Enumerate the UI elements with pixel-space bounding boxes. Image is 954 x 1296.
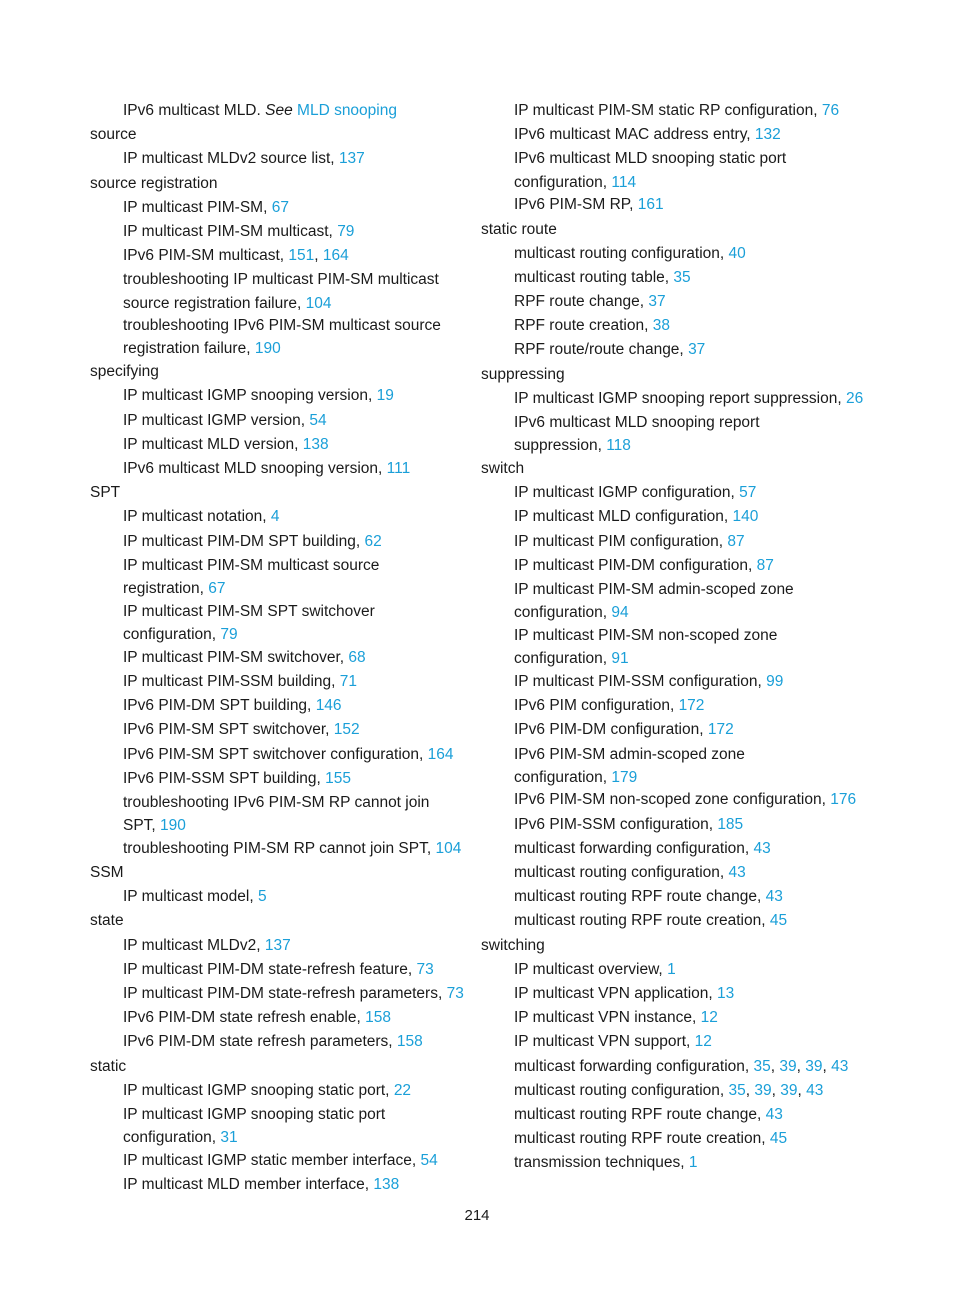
entry-text: transmission techniques, xyxy=(514,1154,685,1172)
index-entry xyxy=(90,600,510,624)
entry-text: IP multicast PIM-SM switchover, xyxy=(123,648,345,666)
index-entry xyxy=(90,433,510,457)
index-entry-continuation xyxy=(481,435,921,457)
page-link[interactable]: 1 xyxy=(688,1154,698,1172)
entry-text: multicast routing table, xyxy=(514,268,670,286)
entry-text: configuration, xyxy=(123,625,217,643)
index-entry xyxy=(481,1030,921,1054)
index-entry xyxy=(481,123,921,147)
index-entry xyxy=(481,624,921,648)
entry-text: static route xyxy=(481,220,557,238)
page-link[interactable]: 22 xyxy=(393,1081,412,1099)
entry-text: troubleshooting IPv6 PIM-SM RP cannot join xyxy=(123,793,430,811)
index-entry: multicast forwarding configuration, 35, 39, 39, 43 xyxy=(514,1057,849,1075)
entry-text: suppressing xyxy=(481,365,565,383)
page-link[interactable]: 12 xyxy=(700,1009,718,1027)
entry-text: IP multicast PIM-DM configuration, xyxy=(514,556,753,574)
entry-text: IP multicast PIM-DM state-refresh feature, xyxy=(123,960,413,978)
page-link[interactable]: 43 xyxy=(728,864,746,882)
entry-text: IPv6 multicast MAC address entry, xyxy=(514,126,751,144)
index-heading xyxy=(90,123,510,147)
page-link[interactable]: 114 xyxy=(611,173,637,191)
entry-text: IPv6 PIM-SM non-scoped zone configuration, xyxy=(514,791,826,809)
page-link[interactable]: 43 xyxy=(765,1105,783,1123)
entry-text: IPv6 multicast MLD snooping static port xyxy=(514,150,787,168)
entry-text: IP multicast VPN application, xyxy=(514,984,713,1002)
index-entry xyxy=(90,99,510,123)
entry-text: switch xyxy=(481,460,525,478)
index-entry xyxy=(481,481,921,505)
index-entry xyxy=(481,242,921,266)
entry-text: IP multicast MLDv2 source list, xyxy=(123,150,335,168)
index-entry xyxy=(90,718,510,742)
index-entry xyxy=(90,409,510,433)
index-entry xyxy=(90,958,510,982)
entry-text: IP multicast PIM-SM, xyxy=(123,198,268,216)
index-entry xyxy=(90,314,510,338)
page-link[interactable]: 37 xyxy=(688,341,706,359)
page-link[interactable]: 118 xyxy=(606,437,631,455)
entry-text: IP multicast PIM configuration, xyxy=(514,532,724,550)
index-entry-continuation xyxy=(90,578,510,600)
index-entry xyxy=(481,193,921,217)
entry-text: IP multicast PIM-SSM building, xyxy=(123,672,336,690)
index-entry xyxy=(90,268,510,292)
page-link[interactable]: 62 xyxy=(364,532,382,550)
index-entry xyxy=(90,1173,510,1197)
entry-text: RPF route change, xyxy=(514,293,645,311)
page-link[interactable]: 164 xyxy=(322,247,349,265)
page-link[interactable]: 179 xyxy=(611,768,638,786)
index-entry xyxy=(90,670,510,694)
page-link[interactable]: 79 xyxy=(220,625,238,643)
entry-text: IP multicast PIM-DM SPT building, xyxy=(123,532,361,550)
page-link[interactable]: 104 xyxy=(305,294,332,312)
entry-text: multicast routing RPF route creation, xyxy=(514,1130,766,1148)
page-link[interactable]: 161 xyxy=(637,196,664,214)
page-link[interactable]: 104 xyxy=(435,839,462,857)
page-link[interactable]: 54 xyxy=(420,1151,438,1169)
entry-text: configuration, xyxy=(514,173,608,191)
index-entry xyxy=(481,578,921,602)
index-entry-continuation xyxy=(90,624,510,646)
entry-text: IP multicast IGMP snooping report suppression, xyxy=(514,389,842,407)
page-link[interactable]: 45 xyxy=(769,1130,788,1148)
page-link[interactable]: 39 xyxy=(754,1081,772,1099)
entry-text: switching xyxy=(481,936,545,954)
entry-text: IPv6 PIM-SSM SPT building, xyxy=(123,769,321,787)
page-link[interactable]: 67 xyxy=(271,198,289,216)
entry-text: static xyxy=(90,1057,127,1075)
index-entry xyxy=(481,314,921,338)
index-entry xyxy=(481,958,921,982)
entry-text: configuration, xyxy=(514,604,608,622)
entry-text: IP multicast notation, xyxy=(123,508,267,526)
entry-text: multicast routing RPF route creation, xyxy=(514,912,766,930)
page-link[interactable]: 39 xyxy=(780,1081,798,1099)
page-link[interactable]: 38 xyxy=(652,317,670,335)
index-entry-continuation xyxy=(481,602,921,624)
entry-text: IPv6 PIM-SM RP, xyxy=(514,196,634,214)
page-link[interactable]: 43 xyxy=(765,888,783,906)
index-entry-continuation xyxy=(481,767,921,789)
entry-text: multicast routing RPF route change, xyxy=(514,888,762,906)
index-entry xyxy=(90,885,510,909)
index-entry xyxy=(481,505,921,529)
entry-text: source registration failure, xyxy=(123,294,302,312)
index-heading xyxy=(90,360,510,384)
index-entry xyxy=(90,646,510,670)
page-link[interactable]: 172 xyxy=(678,697,705,715)
entry-text: multicast routing configuration, xyxy=(514,864,725,882)
entry-text: configuration, xyxy=(514,768,608,786)
entry-text: IP multicast IGMP version, xyxy=(123,411,306,429)
page-link[interactable]: 152 xyxy=(333,721,360,739)
page-link[interactable]: 39 xyxy=(779,1057,797,1075)
index-entry xyxy=(481,718,921,742)
page-link[interactable]: 13 xyxy=(717,984,735,1002)
page-link[interactable]: 94 xyxy=(611,604,629,622)
index-entry: multicast routing configuration, 35, 39, 39, 43 xyxy=(514,1081,824,1099)
index-entry xyxy=(481,147,921,171)
index-entry xyxy=(481,743,921,767)
index-entry xyxy=(481,694,921,718)
index-entry xyxy=(481,99,921,123)
index-entry xyxy=(90,767,510,791)
page-link[interactable]: 190 xyxy=(160,817,186,835)
page-link[interactable]: 43 xyxy=(753,839,771,857)
page-link[interactable]: 57 xyxy=(739,484,757,502)
index-entry xyxy=(481,982,921,1006)
entry-text: IPv6 multicast MLD. xyxy=(123,102,266,119)
page-link[interactable]: 132 xyxy=(754,126,781,144)
index-entry xyxy=(481,909,921,933)
index-entry xyxy=(481,861,921,885)
index-heading xyxy=(481,218,921,242)
page-link[interactable]: 137 xyxy=(264,936,291,954)
page-link[interactable]: 35 xyxy=(673,268,691,286)
entry-text: IP multicast MLD version, xyxy=(123,435,299,453)
page-link[interactable]: 37 xyxy=(648,293,666,311)
see-reference-label: See xyxy=(265,102,293,119)
index-column-right xyxy=(481,99,921,1175)
entry-text: IP multicast VPN instance, xyxy=(514,1009,697,1027)
entry-text: IP multicast IGMP static member interface, xyxy=(123,1151,417,1169)
entry-text: multicast routing configuration, xyxy=(514,1081,725,1099)
index-heading xyxy=(481,457,921,481)
page-link[interactable]: 71 xyxy=(339,672,358,690)
entry-text: IP multicast PIM-SM static RP configuration, xyxy=(514,102,818,119)
entry-text: IP multicast IGMP snooping version, xyxy=(123,387,373,405)
entry-text: source xyxy=(90,126,137,144)
entry-text: multicast forwarding configuration, xyxy=(514,1057,750,1075)
page-link[interactable]: 39 xyxy=(805,1057,823,1075)
entry-text: configuration, xyxy=(514,650,608,668)
entry-text: IP multicast overview, xyxy=(514,960,663,978)
index-entry xyxy=(481,1127,921,1151)
index-entry xyxy=(481,266,921,290)
entry-text: RPF route creation, xyxy=(514,317,649,335)
page-link[interactable]: 4 xyxy=(270,508,280,526)
index-entry xyxy=(90,837,510,861)
page-link[interactable]: 87 xyxy=(727,532,745,550)
entry-text: IP multicast VPN support, xyxy=(514,1033,691,1051)
page-link[interactable]: 99 xyxy=(766,672,784,690)
entry-text: configuration, xyxy=(123,1129,217,1147)
page-link[interactable]: 5 xyxy=(257,888,267,906)
index-entry xyxy=(90,934,510,958)
page-link[interactable]: 45 xyxy=(769,912,788,930)
index-entry xyxy=(90,1006,510,1030)
page-link[interactable]: 43 xyxy=(806,1081,824,1099)
index-entry xyxy=(90,791,510,815)
page-link[interactable]: 76 xyxy=(821,102,840,119)
index-heading xyxy=(481,363,921,387)
index-entry xyxy=(481,837,921,861)
entry-text: registration failure, xyxy=(123,340,251,358)
index-entry xyxy=(481,338,921,362)
entry-text: IP multicast PIM-SM admin-scoped zone xyxy=(514,580,794,598)
index-entry xyxy=(90,196,510,220)
entry-text: IP multicast PIM-SSM configuration, xyxy=(514,672,762,690)
entry-text: state xyxy=(90,912,124,930)
entry-text: IPv6 PIM-SM SPT switchover configuration, xyxy=(123,745,424,763)
entry-text: IP multicast MLD configuration, xyxy=(514,508,729,526)
page-link[interactable]: 43 xyxy=(831,1057,849,1075)
page-link[interactable]: 111 xyxy=(386,460,411,478)
page-link[interactable]: 35 xyxy=(753,1057,771,1075)
page-link[interactable]: 158 xyxy=(396,1033,423,1051)
index-heading xyxy=(90,1055,510,1079)
entry-text: RPF route/route change, xyxy=(514,341,684,359)
page-link[interactable]: 138 xyxy=(373,1176,400,1194)
index-entry xyxy=(90,1103,510,1127)
page-link[interactable]: 19 xyxy=(376,387,394,405)
page-link[interactable]: 91 xyxy=(611,650,629,668)
page-link[interactable]: 67 xyxy=(208,579,226,597)
index-entry-continuation xyxy=(481,648,921,670)
page-link[interactable]: 87 xyxy=(756,556,774,574)
index-heading xyxy=(90,909,510,933)
page-link[interactable]: 31 xyxy=(220,1129,238,1147)
entry-text: IP multicast PIM-SM multicast, xyxy=(123,222,333,240)
index-entry-continuation xyxy=(90,293,510,315)
page-link[interactable]: 151 xyxy=(288,247,315,265)
page-link[interactable]: 40 xyxy=(728,244,746,262)
index-entry xyxy=(90,1079,510,1103)
index-heading xyxy=(90,481,510,505)
page-link[interactable]: 54 xyxy=(309,411,327,429)
page-link[interactable]: 68 xyxy=(348,648,366,666)
index-entry xyxy=(90,1149,510,1173)
entry-text: IPv6 multicast MLD snooping version, xyxy=(123,460,383,478)
page-link[interactable]: 140 xyxy=(732,508,759,526)
entry-text: IP multicast PIM-SM multicast source xyxy=(123,556,380,574)
index-entry xyxy=(90,694,510,718)
entry-text: IP multicast PIM-DM state-refresh parameters, xyxy=(123,984,443,1002)
entry-text: IP multicast MLDv2, xyxy=(123,936,261,954)
entry-text: SPT xyxy=(90,484,121,502)
index-column-left xyxy=(90,99,510,1197)
page-link[interactable]: 155 xyxy=(325,769,352,787)
index-entry xyxy=(90,743,510,767)
index-entry xyxy=(481,290,921,314)
index-entry-continuation xyxy=(90,338,510,360)
entry-text: IP multicast PIM-SM SPT switchover xyxy=(123,602,375,620)
index-entry-continuation xyxy=(90,1127,510,1149)
index-entry xyxy=(481,554,921,578)
index-entry xyxy=(90,384,510,408)
entry-text: troubleshooting PIM-SM RP cannot join SPT, xyxy=(123,839,432,857)
page-link[interactable]: 138 xyxy=(302,435,329,453)
entry-text: IP multicast IGMP snooping static port xyxy=(123,1105,386,1123)
page-number: 214 xyxy=(464,1207,490,1224)
index-entry xyxy=(90,554,510,578)
page-link[interactable]: 176 xyxy=(830,791,857,809)
entry-text: multicast routing RPF route change, xyxy=(514,1105,762,1123)
entry-text: IPv6 PIM-SM admin-scoped zone xyxy=(514,745,745,763)
entry-text: registration, xyxy=(123,579,204,597)
page-link[interactable]: 26 xyxy=(846,389,864,407)
index-entry: IPv6 PIM-SM multicast, 151, 164 xyxy=(123,247,349,265)
index-entry xyxy=(90,220,510,244)
index-entry xyxy=(90,457,510,481)
page-link[interactable]: 137 xyxy=(338,150,365,168)
entry-text: IP multicast IGMP snooping static port, xyxy=(123,1081,390,1099)
index-entry xyxy=(90,505,510,529)
entry-text: IPv6 PIM-SM multicast, xyxy=(123,247,285,265)
entry-text: suppression, xyxy=(514,437,602,455)
index-entry xyxy=(90,530,510,554)
page-link[interactable]: 1 xyxy=(667,960,676,978)
index-entry-continuation xyxy=(481,172,921,194)
page-link[interactable]: 172 xyxy=(707,721,734,739)
index-entry xyxy=(90,982,510,1006)
entry-text: IPv6 PIM-DM SPT building, xyxy=(123,697,312,715)
entry-text: IPv6 PIM-SSM configuration, xyxy=(514,815,713,833)
page-link[interactable]: 35 xyxy=(728,1081,746,1099)
index-heading xyxy=(90,861,510,885)
page-link[interactable]: 73 xyxy=(416,960,434,978)
see-reference-link[interactable]: MLD snooping xyxy=(297,102,397,119)
index-entry-continuation xyxy=(90,815,510,837)
index-heading xyxy=(90,172,510,196)
index-entry xyxy=(481,387,921,411)
entry-text: IP multicast MLD member interface, xyxy=(123,1176,370,1194)
index-entry xyxy=(481,788,921,812)
page-link[interactable]: 73 xyxy=(446,984,464,1002)
index-entry xyxy=(481,1103,921,1127)
entry-text: multicast forwarding configuration, xyxy=(514,839,750,857)
index-entry xyxy=(90,147,510,171)
entry-text: specifying xyxy=(90,363,159,381)
index-entry xyxy=(481,411,921,435)
index-entry xyxy=(90,1030,510,1054)
entry-text: IPv6 PIM-DM state refresh parameters, xyxy=(123,1033,393,1051)
index-entry xyxy=(481,885,921,909)
page-link[interactable]: 185 xyxy=(717,815,744,833)
index-entry xyxy=(481,1151,921,1175)
index-entry xyxy=(481,1006,921,1030)
entry-text: IPv6 PIM-SM SPT switchover, xyxy=(123,721,330,739)
entry-text: SPT, xyxy=(123,817,156,835)
entry-text: troubleshooting IPv6 PIM-SM multicast source xyxy=(123,317,441,335)
page-link[interactable]: 12 xyxy=(694,1033,712,1051)
page-link[interactable]: 158 xyxy=(365,1009,391,1027)
index-entry xyxy=(481,530,921,554)
entry-text: IP multicast PIM-SM non-scoped zone xyxy=(514,626,778,644)
entry-text: IP multicast model, xyxy=(123,888,254,906)
page-link[interactable]: 164 xyxy=(427,745,454,763)
entry-text: troubleshooting IP multicast PIM-SM multicast xyxy=(123,271,439,289)
index-entry xyxy=(481,813,921,837)
page-link[interactable]: 146 xyxy=(315,697,342,715)
entry-text: IPv6 multicast MLD snooping report xyxy=(514,414,760,432)
entry-text: IPv6 PIM configuration, xyxy=(514,697,675,715)
entry-text: IPv6 PIM-DM state refresh enable, xyxy=(123,1009,361,1027)
index-entry xyxy=(481,670,921,694)
index-heading xyxy=(481,934,921,958)
page-link[interactable]: 190 xyxy=(254,340,281,358)
entry-text: multicast routing configuration, xyxy=(514,244,725,262)
entry-text: source registration xyxy=(90,174,218,192)
entry-text: SSM xyxy=(90,864,124,882)
entry-text: IP multicast IGMP configuration, xyxy=(514,484,735,502)
page-link[interactable]: 79 xyxy=(337,222,355,240)
entry-text: IPv6 PIM-DM configuration, xyxy=(514,721,704,739)
